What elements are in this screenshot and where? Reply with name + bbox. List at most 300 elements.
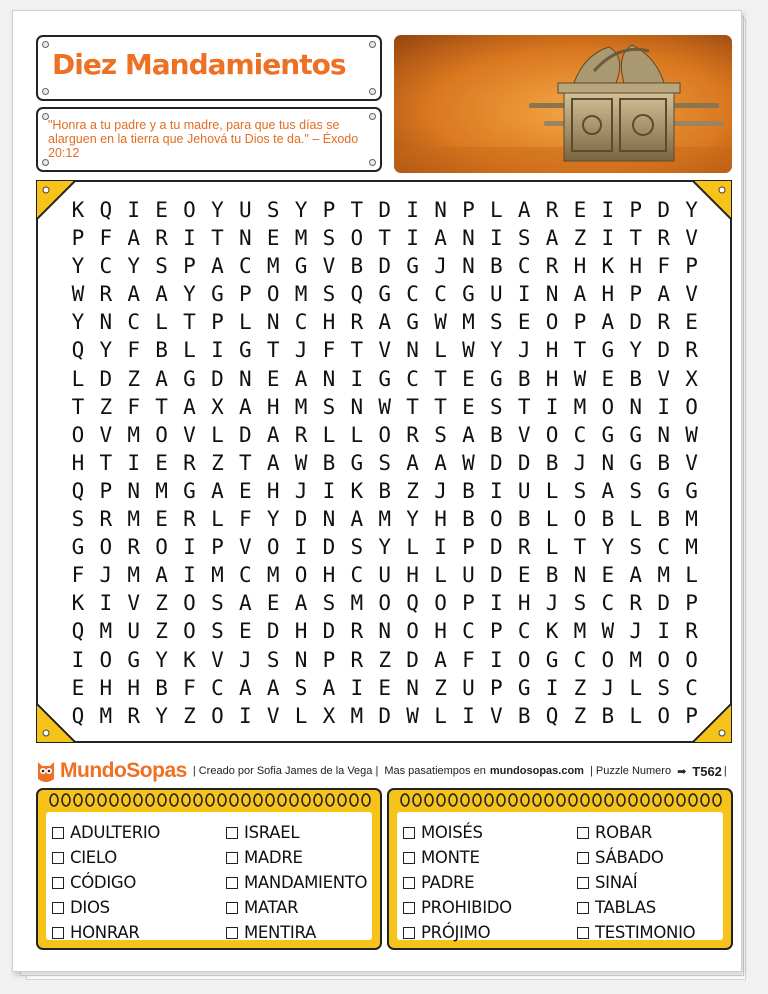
grid-letter[interactable]: I <box>127 450 141 475</box>
grid-letter[interactable]: R <box>127 535 141 560</box>
grid-letter[interactable]: O <box>545 422 559 447</box>
grid-letter[interactable]: O <box>183 619 196 644</box>
grid-letter[interactable]: N <box>406 675 419 700</box>
grid-letter[interactable]: O <box>489 507 503 532</box>
grid-letter[interactable]: A <box>406 450 419 475</box>
grid-letter[interactable]: Y <box>629 338 643 363</box>
grid-letter[interactable]: U <box>378 563 392 588</box>
grid-letter[interactable]: L <box>155 310 168 335</box>
grid-letter[interactable]: S <box>629 535 643 560</box>
grid-letter[interactable]: F <box>127 394 141 419</box>
grid-letter[interactable]: E <box>601 563 615 588</box>
grid-letter[interactable]: V <box>99 422 113 447</box>
grid-letter[interactable]: E <box>238 478 252 503</box>
grid-letter[interactable]: P <box>489 619 503 644</box>
grid-letter[interactable]: J <box>294 338 308 363</box>
grid-letter[interactable]: R <box>294 422 308 447</box>
grid-letter[interactable]: P <box>489 675 503 700</box>
grid-letter[interactable]: R <box>127 703 141 728</box>
grid-letter[interactable]: G <box>406 254 419 279</box>
grid-letter[interactable]: O <box>517 647 531 672</box>
grid-letter[interactable]: Z <box>573 675 587 700</box>
grid-letter[interactable]: L <box>629 675 643 700</box>
grid-letter[interactable]: A <box>238 394 252 419</box>
word-list-item[interactable] <box>577 845 695 870</box>
grid-letter[interactable]: A <box>294 366 308 391</box>
grid-letter[interactable]: Y <box>601 535 615 560</box>
word-list-item[interactable] <box>52 920 160 945</box>
grid-letter[interactable]: B <box>601 703 615 728</box>
grid-letter[interactable]: E <box>462 366 475 391</box>
grid-letter[interactable]: V <box>657 366 670 391</box>
grid-letter[interactable]: V <box>489 703 503 728</box>
word-list-item[interactable] <box>403 895 512 920</box>
grid-letter[interactable]: L <box>211 422 224 447</box>
grid-letter[interactable]: I <box>489 591 503 616</box>
grid-letter[interactable]: C <box>517 254 531 279</box>
checkbox-icon[interactable] <box>52 927 64 939</box>
grid-letter[interactable]: B <box>545 450 559 475</box>
grid-letter[interactable]: P <box>685 254 698 279</box>
grid-letter[interactable]: O <box>155 422 168 447</box>
checkbox-icon[interactable] <box>403 902 415 914</box>
grid-letter[interactable]: H <box>127 675 141 700</box>
grid-letter[interactable]: O <box>573 507 587 532</box>
grid-letter[interactable]: E <box>155 450 168 475</box>
grid-letter[interactable]: S <box>378 450 392 475</box>
grid-letter[interactable]: T <box>238 450 252 475</box>
grid-letter[interactable]: A <box>322 675 336 700</box>
grid-letter[interactable]: L <box>238 310 252 335</box>
grid-letter[interactable]: M <box>266 563 280 588</box>
grid-letter[interactable]: E <box>573 198 587 222</box>
grid-letter[interactable]: O <box>434 591 447 616</box>
grid-letter[interactable]: T <box>434 366 447 391</box>
grid-letter[interactable]: P <box>685 703 698 728</box>
grid-letter[interactable]: D <box>322 535 336 560</box>
grid-letter[interactable]: B <box>489 254 503 279</box>
grid-letter[interactable]: T <box>517 394 531 419</box>
grid-letter[interactable]: D <box>517 450 531 475</box>
grid-letter[interactable]: G <box>489 366 503 391</box>
grid-letter[interactable]: V <box>685 282 698 307</box>
grid-letter[interactable]: S <box>322 591 336 616</box>
grid-letter[interactable]: W <box>573 366 587 391</box>
grid-letter[interactable]: W <box>294 450 308 475</box>
grid-letter[interactable]: E <box>266 226 280 251</box>
grid-letter[interactable]: I <box>489 478 503 503</box>
grid-letter[interactable]: R <box>99 507 113 532</box>
grid-letter[interactable]: P <box>629 198 643 222</box>
grid-letter[interactable]: N <box>294 647 308 672</box>
grid-letter[interactable]: A <box>266 675 280 700</box>
grid-letter[interactable]: E <box>517 563 531 588</box>
grid-letter[interactable]: L <box>406 535 419 560</box>
grid-letter[interactable]: T <box>406 394 419 419</box>
grid-letter[interactable]: C <box>127 310 141 335</box>
grid-letter[interactable]: L <box>629 507 643 532</box>
checkbox-icon[interactable] <box>226 927 238 939</box>
grid-letter[interactable]: D <box>406 647 419 672</box>
grid-letter[interactable]: R <box>155 226 168 251</box>
grid-letter[interactable]: G <box>545 647 559 672</box>
grid-letter[interactable]: I <box>211 338 224 363</box>
grid-letter[interactable]: F <box>127 338 141 363</box>
grid-letter[interactable]: T <box>573 535 587 560</box>
checkbox-icon[interactable] <box>52 827 64 839</box>
grid-letter[interactable]: B <box>545 563 559 588</box>
grid-letter[interactable]: I <box>601 198 615 222</box>
grid-letter[interactable]: I <box>406 226 419 251</box>
grid-letter[interactable]: H <box>406 563 419 588</box>
grid-letter[interactable]: H <box>573 254 587 279</box>
grid-letter[interactable]: U <box>462 563 475 588</box>
grid-letter[interactable]: B <box>322 450 336 475</box>
grid-letter[interactable]: Y <box>183 282 196 307</box>
grid-letter[interactable]: R <box>657 226 670 251</box>
grid-letter[interactable]: A <box>127 226 141 251</box>
grid-letter[interactable]: B <box>601 507 615 532</box>
grid-letter[interactable]: I <box>657 619 670 644</box>
grid-letter[interactable]: R <box>545 254 559 279</box>
grid-letter[interactable]: U <box>517 478 531 503</box>
grid-letter[interactable]: P <box>71 226 85 251</box>
grid-letter[interactable]: X <box>685 366 698 391</box>
grid-letter[interactable]: D <box>99 366 113 391</box>
grid-letter[interactable]: E <box>462 394 475 419</box>
grid-letter[interactable]: N <box>99 310 113 335</box>
grid-letter[interactable]: F <box>657 254 670 279</box>
grid-letter[interactable]: N <box>601 450 615 475</box>
grid-letter[interactable]: Z <box>573 226 587 251</box>
grid-letter[interactable]: K <box>350 478 364 503</box>
grid-letter[interactable]: B <box>629 366 643 391</box>
grid-letter[interactable]: P <box>462 198 475 222</box>
grid-letter[interactable]: Z <box>406 478 419 503</box>
grid-letter[interactable]: E <box>266 591 280 616</box>
grid-letter[interactable]: W <box>462 450 475 475</box>
grid-letter[interactable]: D <box>378 703 392 728</box>
grid-letter[interactable]: A <box>629 563 643 588</box>
grid-letter[interactable]: L <box>545 535 559 560</box>
grid-letter[interactable]: M <box>573 394 587 419</box>
grid-letter[interactable]: O <box>685 394 698 419</box>
grid-letter[interactable]: H <box>601 282 615 307</box>
grid-letter[interactable]: U <box>462 675 475 700</box>
grid-letter[interactable]: Y <box>266 507 280 532</box>
grid-letter[interactable]: Y <box>71 254 85 279</box>
grid-letter[interactable]: Y <box>71 310 85 335</box>
grid-letter[interactable]: Z <box>434 675 447 700</box>
grid-letter[interactable]: V <box>322 254 336 279</box>
grid-letter[interactable]: W <box>434 310 447 335</box>
grid-letter[interactable]: I <box>71 647 85 672</box>
grid-letter[interactable]: F <box>238 507 252 532</box>
grid-letter[interactable]: Z <box>573 703 587 728</box>
grid-letter[interactable]: C <box>434 282 447 307</box>
grid-letter[interactable]: O <box>99 535 113 560</box>
grid-letter[interactable]: T <box>434 394 447 419</box>
grid-letter[interactable]: G <box>127 647 141 672</box>
grid-letter[interactable]: T <box>350 198 364 222</box>
grid-letter[interactable]: O <box>545 310 559 335</box>
grid-letter[interactable]: N <box>657 422 670 447</box>
grid-letter[interactable]: I <box>183 535 196 560</box>
grid-letter[interactable]: S <box>573 478 587 503</box>
grid-letter[interactable]: O <box>266 282 280 307</box>
grid-letter[interactable]: M <box>155 478 168 503</box>
grid-letter[interactable]: D <box>489 535 503 560</box>
checkbox-icon[interactable] <box>577 927 589 939</box>
grid-letter[interactable]: L <box>545 507 559 532</box>
grid-letter[interactable]: H <box>266 394 280 419</box>
grid-letter[interactable]: L <box>629 703 643 728</box>
grid-letter[interactable]: K <box>71 591 85 616</box>
grid-letter[interactable]: A <box>266 422 280 447</box>
grid-letter[interactable]: A <box>517 198 531 222</box>
grid-letter[interactable]: R <box>99 282 113 307</box>
grid-letter[interactable]: V <box>685 226 698 251</box>
grid-letter[interactable]: P <box>629 282 643 307</box>
grid-letter[interactable]: I <box>517 282 531 307</box>
grid-letter[interactable]: I <box>489 226 503 251</box>
grid-letter[interactable]: T <box>211 226 224 251</box>
grid-letter[interactable]: B <box>378 478 392 503</box>
grid-letter[interactable]: N <box>322 366 336 391</box>
grid-letter[interactable]: L <box>183 338 196 363</box>
grid-letter[interactable]: Z <box>378 647 392 672</box>
word-list-item[interactable] <box>403 920 512 945</box>
grid-letter[interactable]: M <box>378 507 392 532</box>
word-list-item[interactable] <box>577 895 695 920</box>
grid-letter[interactable]: M <box>685 507 698 532</box>
word-list-item[interactable] <box>226 845 367 870</box>
grid-letter[interactable]: U <box>489 282 503 307</box>
word-list-item[interactable] <box>52 845 160 870</box>
grid-letter[interactable]: N <box>322 507 336 532</box>
grid-letter[interactable]: G <box>629 450 643 475</box>
word-list-item[interactable] <box>52 820 160 845</box>
checkbox-icon[interactable] <box>226 852 238 864</box>
grid-letter[interactable]: B <box>517 507 531 532</box>
grid-letter[interactable]: T <box>99 450 113 475</box>
grid-letter[interactable]: A <box>155 282 168 307</box>
grid-letter[interactable]: T <box>266 338 280 363</box>
grid-letter[interactable]: G <box>378 366 392 391</box>
grid-letter[interactable]: L <box>489 198 503 222</box>
grid-letter[interactable]: P <box>322 647 336 672</box>
checkbox-icon[interactable] <box>52 852 64 864</box>
grid-letter[interactable]: G <box>406 310 419 335</box>
grid-letter[interactable]: T <box>573 338 587 363</box>
grid-letter[interactable]: M <box>573 619 587 644</box>
grid-letter[interactable]: V <box>238 535 252 560</box>
grid-letter[interactable]: A <box>350 507 364 532</box>
word-list-item[interactable] <box>226 920 367 945</box>
grid-letter[interactable]: A <box>155 563 168 588</box>
checkbox-icon[interactable] <box>577 902 589 914</box>
grid-letter[interactable]: N <box>378 619 392 644</box>
grid-letter[interactable]: M <box>127 507 141 532</box>
grid-letter[interactable]: P <box>238 282 252 307</box>
grid-letter[interactable]: Q <box>350 282 364 307</box>
checkbox-icon[interactable] <box>577 852 589 864</box>
grid-letter[interactable]: G <box>629 422 643 447</box>
grid-letter[interactable]: D <box>629 310 643 335</box>
grid-letter[interactable]: M <box>685 535 698 560</box>
word-list-item[interactable] <box>577 870 695 895</box>
grid-letter[interactable]: E <box>685 310 698 335</box>
grid-letter[interactable]: L <box>322 422 336 447</box>
grid-letter[interactable]: Q <box>71 703 85 728</box>
grid-letter[interactable]: A <box>294 591 308 616</box>
grid-letter[interactable]: B <box>489 422 503 447</box>
grid-letter[interactable]: I <box>294 535 308 560</box>
grid-letter[interactable]: R <box>183 450 196 475</box>
grid-letter[interactable]: N <box>238 226 252 251</box>
grid-letter[interactable]: N <box>629 394 643 419</box>
grid-letter[interactable]: S <box>322 226 336 251</box>
grid-letter[interactable]: Y <box>99 338 113 363</box>
grid-letter[interactable]: Z <box>183 703 196 728</box>
grid-letter[interactable]: R <box>183 507 196 532</box>
grid-letter[interactable]: H <box>545 366 559 391</box>
grid-letter[interactable]: S <box>294 675 308 700</box>
grid-letter[interactable]: I <box>183 226 196 251</box>
word-list-item[interactable] <box>403 870 512 895</box>
grid-letter[interactable]: R <box>685 338 698 363</box>
grid-letter[interactable]: O <box>183 198 196 222</box>
grid-letter[interactable]: D <box>378 254 392 279</box>
grid-letter[interactable]: J <box>238 647 252 672</box>
grid-letter[interactable]: G <box>517 675 531 700</box>
checkbox-icon[interactable] <box>403 927 415 939</box>
grid-letter[interactable]: O <box>266 535 280 560</box>
grid-letter[interactable]: D <box>322 619 336 644</box>
grid-letter[interactable]: S <box>657 675 670 700</box>
grid-letter[interactable]: F <box>183 675 196 700</box>
grid-letter[interactable]: Y <box>127 254 141 279</box>
grid-letter[interactable]: U <box>238 198 252 222</box>
grid-letter[interactable]: S <box>71 507 85 532</box>
grid-letter[interactable]: L <box>294 703 308 728</box>
grid-letter[interactable]: S <box>434 422 447 447</box>
grid-letter[interactable]: G <box>238 338 252 363</box>
grid-letter[interactable]: N <box>573 563 587 588</box>
grid-letter[interactable]: B <box>517 366 531 391</box>
checkbox-icon[interactable] <box>226 877 238 889</box>
grid-letter[interactable]: A <box>601 310 615 335</box>
grid-letter[interactable]: K <box>71 198 85 222</box>
grid-letter[interactable]: G <box>601 338 615 363</box>
grid-letter[interactable]: J <box>434 254 447 279</box>
grid-letter[interactable]: S <box>211 619 224 644</box>
letter-grid[interactable] <box>64 196 706 730</box>
grid-letter[interactable]: Z <box>211 450 224 475</box>
grid-letter[interactable]: Y <box>685 198 698 222</box>
grid-letter[interactable]: L <box>211 507 224 532</box>
grid-letter[interactable]: P <box>183 254 196 279</box>
grid-letter[interactable]: J <box>517 338 531 363</box>
grid-letter[interactable]: I <box>127 198 141 222</box>
grid-letter[interactable]: O <box>657 647 670 672</box>
grid-letter[interactable]: V <box>183 422 196 447</box>
grid-letter[interactable]: E <box>517 310 531 335</box>
grid-letter[interactable]: J <box>601 675 615 700</box>
grid-letter[interactable]: C <box>238 563 252 588</box>
grid-letter[interactable]: P <box>211 535 224 560</box>
grid-letter[interactable]: G <box>294 254 308 279</box>
grid-letter[interactable]: N <box>266 310 280 335</box>
grid-letter[interactable]: M <box>294 394 308 419</box>
grid-letter[interactable]: C <box>350 563 364 588</box>
grid-letter[interactable]: G <box>350 450 364 475</box>
grid-letter[interactable]: M <box>629 647 643 672</box>
grid-letter[interactable]: Q <box>71 338 85 363</box>
grid-letter[interactable]: W <box>406 703 419 728</box>
grid-letter[interactable]: D <box>211 366 224 391</box>
grid-letter[interactable]: I <box>434 535 447 560</box>
grid-letter[interactable]: A <box>434 647 447 672</box>
grid-letter[interactable]: I <box>350 366 364 391</box>
grid-letter[interactable]: B <box>462 478 475 503</box>
grid-letter[interactable]: N <box>406 338 419 363</box>
grid-letter[interactable]: V <box>378 338 392 363</box>
grid-letter[interactable]: N <box>462 226 475 251</box>
checkbox-icon[interactable] <box>403 827 415 839</box>
grid-letter[interactable]: B <box>657 450 670 475</box>
grid-letter[interactable]: H <box>71 450 85 475</box>
grid-letter[interactable]: A <box>155 366 168 391</box>
grid-letter[interactable]: A <box>657 282 670 307</box>
grid-letter[interactable]: L <box>685 563 698 588</box>
grid-letter[interactable]: G <box>601 422 615 447</box>
grid-letter[interactable]: I <box>601 226 615 251</box>
grid-letter[interactable]: I <box>657 394 670 419</box>
grid-letter[interactable]: D <box>238 422 252 447</box>
grid-letter[interactable]: O <box>183 591 196 616</box>
grid-letter[interactable]: L <box>71 366 85 391</box>
grid-letter[interactable]: O <box>685 647 698 672</box>
grid-letter[interactable]: P <box>211 310 224 335</box>
grid-letter[interactable]: F <box>322 338 336 363</box>
grid-letter[interactable]: Z <box>155 591 168 616</box>
grid-letter[interactable]: S <box>155 254 168 279</box>
grid-letter[interactable]: V <box>211 647 224 672</box>
grid-letter[interactable]: G <box>685 478 698 503</box>
grid-letter[interactable]: I <box>462 703 475 728</box>
grid-letter[interactable]: A <box>238 591 252 616</box>
grid-letter[interactable]: E <box>601 366 615 391</box>
grid-letter[interactable]: Q <box>71 478 85 503</box>
grid-letter[interactable]: O <box>601 647 615 672</box>
word-list-item[interactable] <box>52 895 160 920</box>
grid-letter[interactable]: B <box>462 507 475 532</box>
grid-letter[interactable]: P <box>462 535 475 560</box>
grid-letter[interactable]: W <box>685 422 698 447</box>
grid-letter[interactable]: I <box>322 478 336 503</box>
grid-letter[interactable]: H <box>266 478 280 503</box>
word-list-item[interactable] <box>577 820 695 845</box>
grid-letter[interactable]: H <box>322 563 336 588</box>
grid-letter[interactable]: P <box>573 310 587 335</box>
grid-letter[interactable]: D <box>294 507 308 532</box>
grid-letter[interactable]: F <box>462 647 475 672</box>
grid-letter[interactable]: D <box>489 450 503 475</box>
grid-letter[interactable]: E <box>71 675 85 700</box>
grid-letter[interactable]: J <box>545 591 559 616</box>
grid-letter[interactable]: C <box>573 422 587 447</box>
